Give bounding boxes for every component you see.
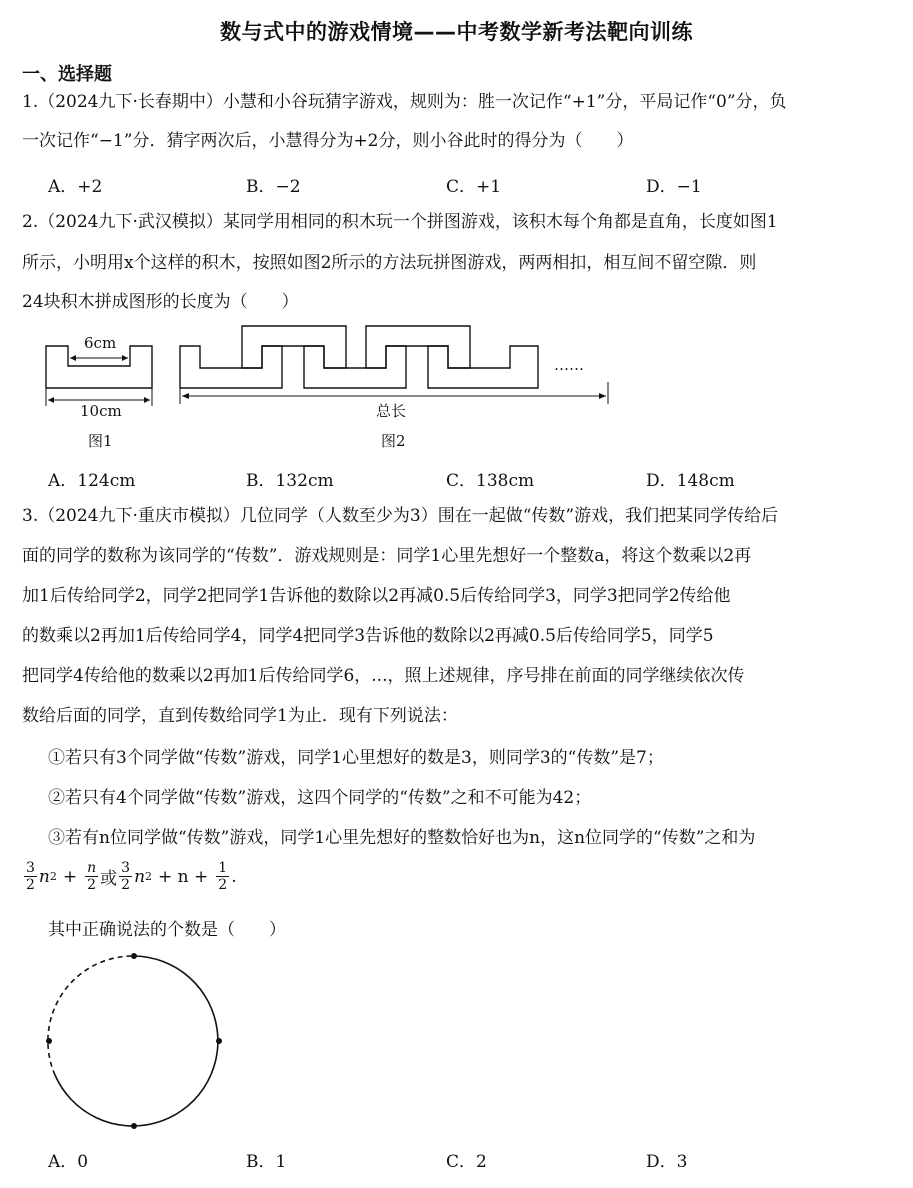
q3-question: 其中正确说法的个数是（ ） [48, 920, 286, 940]
q3-option-c[interactable]: C．2 [446, 1152, 487, 1172]
q3-text-line3: 加1后传给同学2，同学2把同学1告诉他的数除以2再减0.5后传给同学3，同学3把同学2传给他 [22, 586, 731, 606]
q1-option-c[interactable]: C．+1 [446, 177, 502, 197]
q1-text-line2: 一次记作“−1”分．猜字两次后，小慧得分为+2分，则小谷此时的得分为（ ） [22, 131, 634, 151]
q3-text-line4: 的数乘以2再加1后传给同学4，同学4把同学3告诉他的数除以2再减0.5后传给同学5，同学5 [22, 626, 714, 646]
q2-option-a[interactable]: A．124cm [48, 471, 136, 491]
q1-option-a[interactable]: A．+2 [48, 177, 103, 197]
q3-text-line5: 把同学4传给他的数乘以2再加1后传给同学6，...，照上述规律，序号排在前面的同学继续依次传 [22, 666, 745, 686]
q3-option-b[interactable]: B．1 [246, 1152, 287, 1172]
fig1-outer-length: 10cm [80, 402, 122, 420]
q3-option-d[interactable]: D．3 [646, 1152, 688, 1172]
q3-text-line1: 3.（2024九下·重庆市模拟）几位同学（人数至少为3）围在一起做“传数”游戏，我们把某同学传给后 [22, 506, 779, 526]
q2-text-line1: 2.（2024九下·武汉模拟）某同学用相同的积木玩一个拼图游戏，该积木每个角都是直角，长度如图1 [22, 212, 778, 232]
q1-text-line1: 1.（2024九下·长春期中）小慧和小谷玩猜字游戏，规则为：胜一次记作“+1”分，平局记作“0”分，负 [22, 92, 787, 112]
q1-option-d[interactable]: D．−1 [646, 177, 702, 197]
q1-option-b[interactable]: B．−2 [246, 177, 301, 197]
q2-option-c[interactable]: C．138cm [446, 471, 535, 491]
q2-option-d[interactable]: D．148cm [646, 471, 735, 491]
q2-option-b[interactable]: B．132cm [246, 471, 334, 491]
q3-option-a[interactable]: A．0 [48, 1152, 89, 1172]
fig2-caption: 图2 [381, 432, 406, 450]
fig1-inner-length: 6cm [84, 334, 117, 352]
q2-text-line2: 所示，小明用x个这样的积木，按照如图2所示的方法玩拼图游戏，两两相扣，相互间不留空隙．则 [22, 253, 757, 273]
q3-statement-3: ③若有n位同学做“传数”游戏，同学1心里先想好的整数恰好也为n，这n位同学的“传数”之和为 [48, 828, 756, 848]
fig2-ellipsis: …… [554, 356, 584, 374]
q2-text-line3: 24块积木拼成图形的长度为（ ） [22, 292, 299, 312]
q3-statement-1: ①若只有3个同学做“传数”游戏，同学1心里想好的数是3，则同学3的“传数”是7； [48, 748, 664, 768]
fig2-total-length: 总长 [376, 402, 407, 420]
q3-statement-2: ②若只有4个同学做“传数”游戏，这四个同学的“传数”之和不可能为42； [48, 788, 592, 808]
q3-text-line2: 面的同学的数称为该同学的“传数”．游戏规则是：同学1心里先想好一个整数a，将这个数乘以2再 [22, 546, 752, 566]
fig1-caption: 图1 [88, 432, 113, 450]
q3-text-line6: 数给后面的同学，直到传数给同学1为止．现有下列说法： [22, 706, 458, 726]
section-heading: 一、选择题 [22, 64, 112, 85]
q3-formula: $\frac{3}{2}$ n 2 + $\frac{n}{2}$ 或 $\frac{3}{2}$ n 2 + n + $\frac{1}{2}$ . [26, 860, 237, 893]
page-title: 数与式中的游戏情境——中考数学新考法靶向训练 [220, 20, 693, 44]
